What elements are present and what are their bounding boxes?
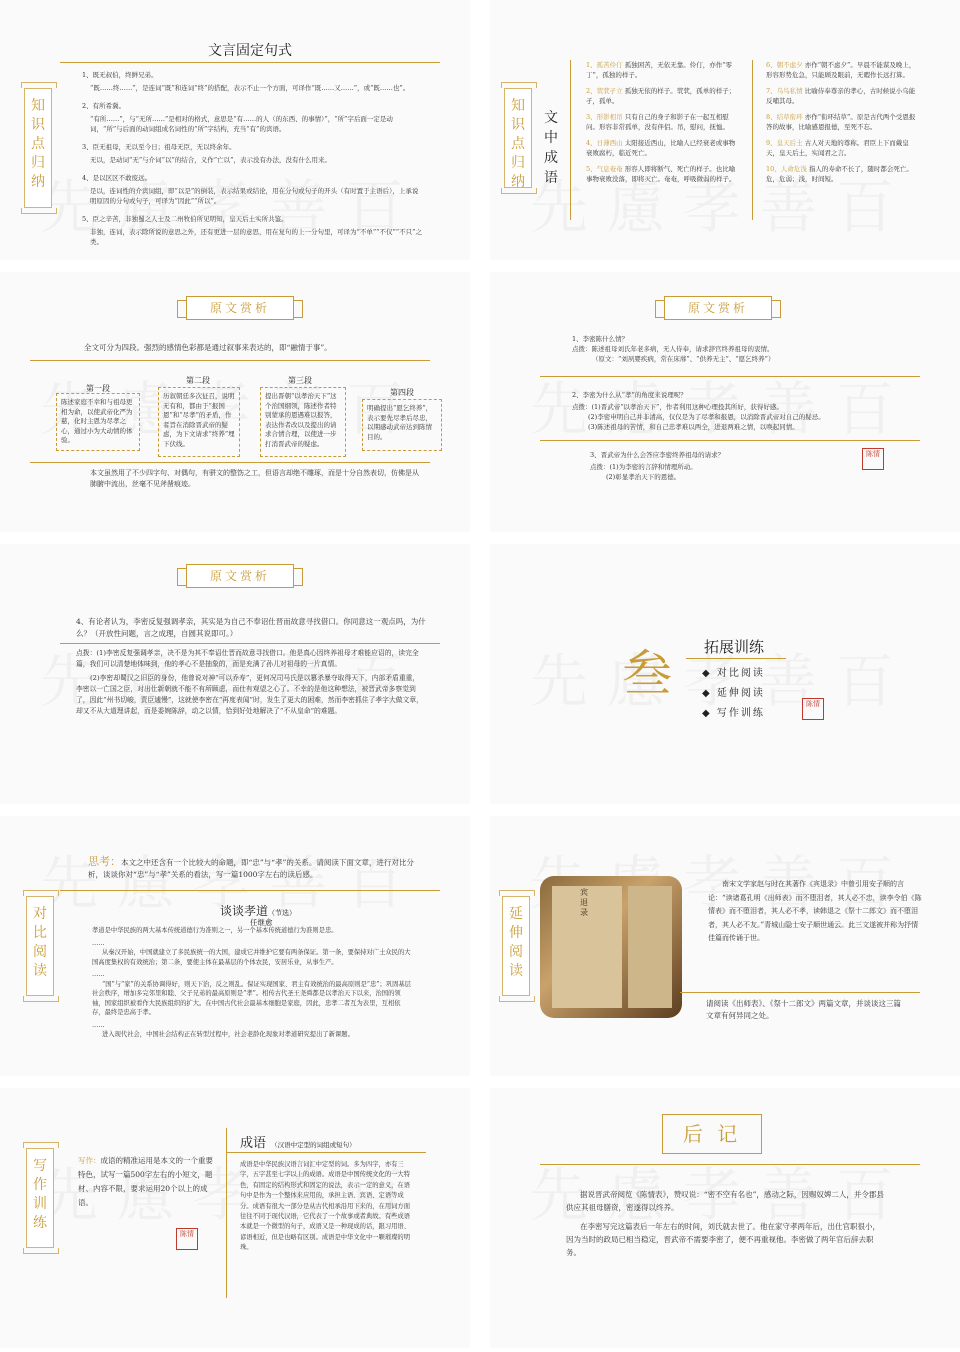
postscript-title: 后 记	[662, 1114, 762, 1154]
rule-1	[540, 376, 920, 377]
item-5-note: 非独，连词，表示除所说的意思之外，还有更进一层的意思，用在复句的上一分句里，可译为“不单”“不仅”“不只”之类。	[90, 228, 422, 246]
qa-1	[572, 334, 902, 364]
essay-author: 任继愈	[250, 918, 273, 927]
idiom-7: 7、乌鸟私情 比喻侍奉尊亲的孝心，古时候说小乌能反哺其母。	[766, 87, 916, 105]
idiom-1: 1、孤苦伶仃 孤独困苦，无依无靠。伶仃，亦作“零丁”，孤独的样子。	[586, 61, 733, 79]
book-page	[628, 886, 672, 1008]
slide-9	[0, 1088, 470, 1348]
side-label: 写作训练	[26, 1148, 54, 1248]
idiom-9: 9、皇天后土 古人对天地的尊称。君臣上下而戴皇天，皇天后土，实闻君之言。	[766, 139, 909, 157]
diamond-icon: ◆	[702, 668, 712, 679]
question-4: 4、有论者认为，李密反复强调孝亲，其实是为自己不奉诏仕晋而故意寻找借口。你同意这一观点吗，为什么？（开放性问题，言之成理，自圆其说即可。）	[76, 617, 426, 638]
vertical-title: 文中成语	[544, 110, 558, 186]
rule	[226, 1152, 426, 1153]
slide-6	[490, 544, 960, 804]
bullet-item-3[interactable]: ◆ 写作训练	[702, 708, 765, 719]
essay-p3: “国”与“家”的关系协调得好，则天下治，反之则乱。保证实现国家、君主有效统治的最高原则是“忠”；巩固基层社会秩序，增加多完邻里和睦、父子兄弟的最高原则是“孝”。相传古代圣王尧舜都是以孝治天下以来，治国的领袖，国家组织被看作大民族组织的扩大。在中国古代社会最基本细胞是家庭，因此，忠孝二者互为表里，互相依存，最终是忠高于孝。	[92, 980, 411, 1016]
slide-title: 文言固定句式	[208, 43, 292, 59]
slide-1	[0, 0, 470, 260]
item-3-note: 无以，是动词“无”与介词“以”的结合，义作“亡以”，表示没有办法，没有什么用来。	[90, 156, 331, 164]
bottom-rule	[30, 462, 430, 463]
section-number: 叁	[622, 645, 672, 703]
essay-ellipsis-3: ……	[92, 1021, 105, 1029]
item-1-note: “既……终……”，是连词“既”和连词“终”的搭配，表示不止一个方面，可译作“既……又……”，或“既……也”。	[90, 84, 410, 92]
answer-2a: 点拨：(1)晋武帝“以孝治天下”，作者利用这种心理投其所好，获得好感。	[572, 403, 783, 411]
answer-4b: (2)李密却蜀汉之旧臣的身份，他曾说对神“可以乔寿”，更何况司马氏是以篡杀暴夺取得天下，内部矛盾重重，李密以一亡国之臣，对出仕新朝就不能不有所顾虑，而仕有观望之心了。不幸的是他这种想法，被晋武帝多察觉到了，因此“州书切峻，责臣逋慢”，这就使李密在“再度表闻”时，发生了更大的困难，然而李密抓住了孝字大做文章，却又不从大道理讲起，而是委婉陈辞，动之以情，恰到好处地解决了“不从皇命”的难题。	[76, 674, 423, 715]
idiom-definition: 成语是中华民族汉语言词汇中定型的词。多为四字，亦有三字，五字甚至七字以上的成语。成语是中国传统文化的一大特色，有固定的结构形式和固定的说法，表示一定的意义，在语句中是作为一个整体来应用的，承担主语、宾语、定语等成分。成语有很大一部分是从古代相承沿用下来的，在用词方面往往不同于现代汉语，它代表了一个故事或者典故。有些成语本就是一个微型的句子，成语又是一种现成的话，跟习用语、谚语相近，但是也略有区别。成语是中华文化中一颗璀璨的明珠。	[240, 1161, 411, 1252]
essay-body	[92, 926, 412, 1043]
item-1: 1、既无叔伯，终鲜兄弟。	[82, 71, 158, 79]
block-title-3: 第三段	[288, 376, 312, 385]
answer-3a: 点拨：(1)为李密的言辞和情理所动。	[590, 463, 697, 471]
essay-p4: 进入现代社会，中国社会结构正在转型过程中，社会老龄化现象对孝道研究提出了新课题。	[102, 1031, 354, 1038]
side-label: 延伸阅读	[502, 896, 530, 996]
idiom-8: 8、结草衔环 亦作“衔环结草”。原是古代两个受恩报答的故事，比喻感恩报德，至死不忘。	[766, 113, 916, 131]
think-head: 思考：	[88, 855, 121, 868]
rule	[60, 643, 440, 644]
rule-2	[540, 440, 920, 441]
seal-stamp: 陈情	[802, 698, 824, 720]
divider	[570, 60, 571, 220]
title-rule	[60, 62, 440, 63]
postscript-body	[566, 1188, 886, 1262]
side-label: 对比阅读	[26, 896, 54, 996]
section-banner: 原文赏析	[186, 564, 294, 588]
idioms-left	[586, 60, 736, 184]
section-banner: 原文赏析	[186, 296, 294, 320]
qa-2	[572, 390, 902, 432]
answer-2c: (3)陈述祖母的苦情，和自己忠孝难以两全，进退两难之情，以唤起同情。	[588, 423, 799, 431]
passage: 南宋文学家赵与时在其著作《宾退录》中曾引用安子顺的言论：“读诸葛孔明《出师表》而不堕泪者，其人必不忠，读李令伯《陈情表》而不堕泪者，其人必不孝，读韩退之《祭十二郎文》而不堕泪者，其人必不友。”青城山隐士安子顺世通云。此三文遂被并称为抒情佳篇而传诵于世。	[708, 880, 922, 942]
block-1: 陈述家庭不幸和与祖母更相为命，以使武帝化严为慈，化时主恩为尽孝之心，通过小为大动情的体验。	[56, 393, 140, 451]
block-title-1: 第一段	[86, 384, 110, 393]
intro-rule	[30, 360, 430, 361]
slide-4	[490, 272, 960, 532]
idiom-2: 2、茕茕孑立 孤独无依的样子。茕茕，孤单的样子；孑，孤单。	[586, 87, 736, 105]
answer-1: 点拨：陈述祖母刘氏年老多病，无人侍奉，请求辞官终养祖母的衷情。	[572, 345, 774, 353]
postscript-p2: 在李密写完这篇表后一年左右的时间，刘氏就去世了。他在家守孝两年后，出仕官职很小，因为当时的政局已相当稳定，晋武帝不需要李密了，便不再重视他。李密做了两年官后辞去职务。	[566, 1222, 880, 1257]
intro-text: 全文可分为四段。强烈的感情色彩都是通过叙事来表达的，即“融情于事”。	[84, 343, 332, 352]
question-3: 3、晋武帝为什么会答应李密终养祖母的请求？	[590, 451, 725, 459]
block-title-2: 第二段	[186, 376, 210, 385]
side-label: 知识点归纳	[504, 88, 532, 188]
answer-3b: (2)彰显孝治天下的恩德。	[606, 473, 681, 481]
writing-prompt: 写作：成语的精准运用是本文的一个重要特色，试写一篇500字左右的小短文，题材、内容不限，要求运用20个以上的成语。	[78, 1156, 213, 1207]
bullet-item-1[interactable]: ◆ 对比阅读	[702, 668, 765, 679]
item-5: 5、臣之辛苦，非独蜀之人士及二州牧伯所见明知，皇天后土实所共鉴。	[82, 215, 288, 223]
bullet-list	[702, 664, 765, 724]
outro-text: 本文虽然用了不少四字句、对偶句，有骈文的整饬之工，但语言却绝不雕琢，而是十分自然表切，仿佛是从肺腑中流出，丝毫不见斧凿痕迹。	[90, 469, 419, 488]
think-prompt: 思考：本文之中还含有一个比较大的命题，即“忠”与“孝”的关系。请阅读下面文章，进行对比分析，谈谈你对“忠”与“孝”关系的看法，写一篇1000字左右的读后感。	[88, 855, 414, 879]
slide-7	[0, 816, 470, 1076]
slide-3	[0, 272, 470, 532]
section-banner: 原文赏析	[664, 296, 772, 320]
idiom-10: 10、人命危浅 指人的寿命不长了，随时都会死亡。危，危弱；浅，时间短。	[766, 165, 913, 183]
slide-10	[490, 1088, 960, 1348]
postscript-p1: 据说晋武帝阅览《陈情表》，赞叹说：“密不空有名也”，感动之际，因赐奴婢二人，并令郡县供应其祖母膳资，密遂得以终养。	[566, 1190, 884, 1212]
idiom-5: 5、气息奄奄 形容人即将断气、死亡的样子。也比喻事物衰败没落，即将灭亡。奄奄，呼吸微弱的样子。	[586, 165, 736, 183]
essay-ellipsis-2: ……	[92, 971, 105, 978]
slide-2	[490, 0, 960, 260]
book-image	[540, 876, 682, 1018]
rule	[60, 890, 440, 891]
writing-head: 写作：	[78, 1156, 101, 1165]
answer-block	[76, 648, 426, 720]
essay-p1: 孝道是中华民族的两大基本传统道德行为准则之一，另一个基本传统道德行为准则是忠。	[92, 927, 338, 934]
divider	[752, 60, 753, 220]
seal-stamp: 陈情	[862, 448, 884, 470]
essay-title: 谈谈孝道（节选）	[220, 904, 297, 918]
question-2: 2、李密为什么从“孝”的角度来说理呢？	[572, 391, 687, 399]
block-3: 提出晋朝“以孝治天下”这个治国纲领，陈述作者特别蒙承的恩遇难以报答，表达作者改以及提出的请求合情合理，以使进一步打消晋武帝的疑虑。	[260, 387, 346, 457]
title-rule	[686, 658, 786, 659]
block-title-4: 第四段	[390, 388, 414, 397]
item-3: 3、臣无祖母，无以至今日；祖母无臣，无以终余年。	[82, 143, 236, 151]
idiom-4: 4、日薄西山 太阳接近西山，比喻人已经衰老或事物衰败腐朽，临近死亡。	[586, 139, 736, 157]
rule	[680, 992, 920, 993]
slide-8	[490, 816, 960, 1076]
section-title: 拓展训练	[704, 638, 765, 656]
item-4-note: 是以，连词性的介宾词组，即“以是”的倒装，表示结果或结论，用在分句或句子的开头（有时置于主语后），上承说明原因的分句或句子，可译为“因此”“所以”。	[90, 187, 419, 205]
item-2: 2、有所希冀。	[82, 102, 126, 110]
answer-1-quote: （原文：“刘夙婴疾病，常在床蓐”、“供养无主”、“愿乞终养”）	[592, 355, 775, 363]
idiom-heading: 成语 （汉语中定型的词组或短句）	[240, 1136, 356, 1151]
divider	[226, 1128, 227, 1298]
content-list	[82, 70, 422, 250]
idiom-6: 6、朝不虑夕 亦作“朝不虑夕”。早晨不能谋及晚上，形容形势危急，只能顾及眼前，无暇作长远打算。	[766, 61, 916, 79]
item-4: 4、是以区区不敢废远。	[82, 174, 152, 182]
essay-p2: 从秦汉开始，中国就建立了多民族统一的大国，建成它并维护它要有两条保证。第一条，要保持对广土众民的大国高度集权的有效统治；第二条，要使主体在最基层的个体农民，安居乐业，从事生产。	[92, 949, 411, 966]
item-2-note: “有所……”，与“无所……”是相对的格式，意思是“有……的人（的东西、的事情）”，“所”字后面一定是动词，“所”与后面的动词组成名词性的“所”字结构，充当“有”的宾语。	[90, 115, 393, 133]
book-title: 宾退录	[580, 888, 588, 917]
diamond-icon: ◆	[702, 708, 712, 719]
block-2: 历叙朝廷多次征召，说明无有和，都由于“报国恩”和“尽孝”的矛盾，作者旨在消除晋武帝的疑虑，为下文请求“终养”埋下伏线。	[158, 387, 240, 457]
side-label: 知识点归纳	[24, 88, 52, 208]
seal-stamp: 陈情	[176, 1228, 198, 1250]
answer-4a: 点拨：(1)李密反复强调孝亲，决不是为其不奉诏仕晋而故意寻找借口。他是真心因终养祖母才难能应诏的，读完全篇，我们可以清楚地体味到，他的孝心不是抽象的，而是充满了孙儿对祖母的一片真情。	[76, 649, 419, 668]
qa-3	[590, 450, 890, 482]
bullet-item-2[interactable]: ◆ 延伸阅读	[702, 688, 765, 699]
idiom-3: 3、形影相吊 只有自己的身子和影子在一起互相慰问。形容非常孤单，没有伴侣。吊，慰问，抚恤。	[586, 113, 729, 131]
question-1: 1、李密陈什么情？	[572, 335, 629, 343]
rule	[540, 1164, 920, 1165]
idioms-right	[766, 60, 916, 184]
block-4: 明确提出“愿乞终养”，表示要先尽孝后尽忠，以期感动武帝达到陈情目的。	[362, 399, 442, 451]
answer-2b: (2)李密申明自己并非清高，仅仅是为了尽孝和报恩，以消除晋武帝对自己的疑忌。	[588, 413, 825, 421]
slide-5	[0, 544, 470, 804]
essay-ellipsis-1: ……	[92, 939, 105, 947]
diamond-icon: ◆	[702, 688, 712, 699]
reading-task: 请阅读《出师表》、《祭十二郎文》两篇文章，并谈谈这三篇文章有何异同之处。	[706, 999, 901, 1020]
